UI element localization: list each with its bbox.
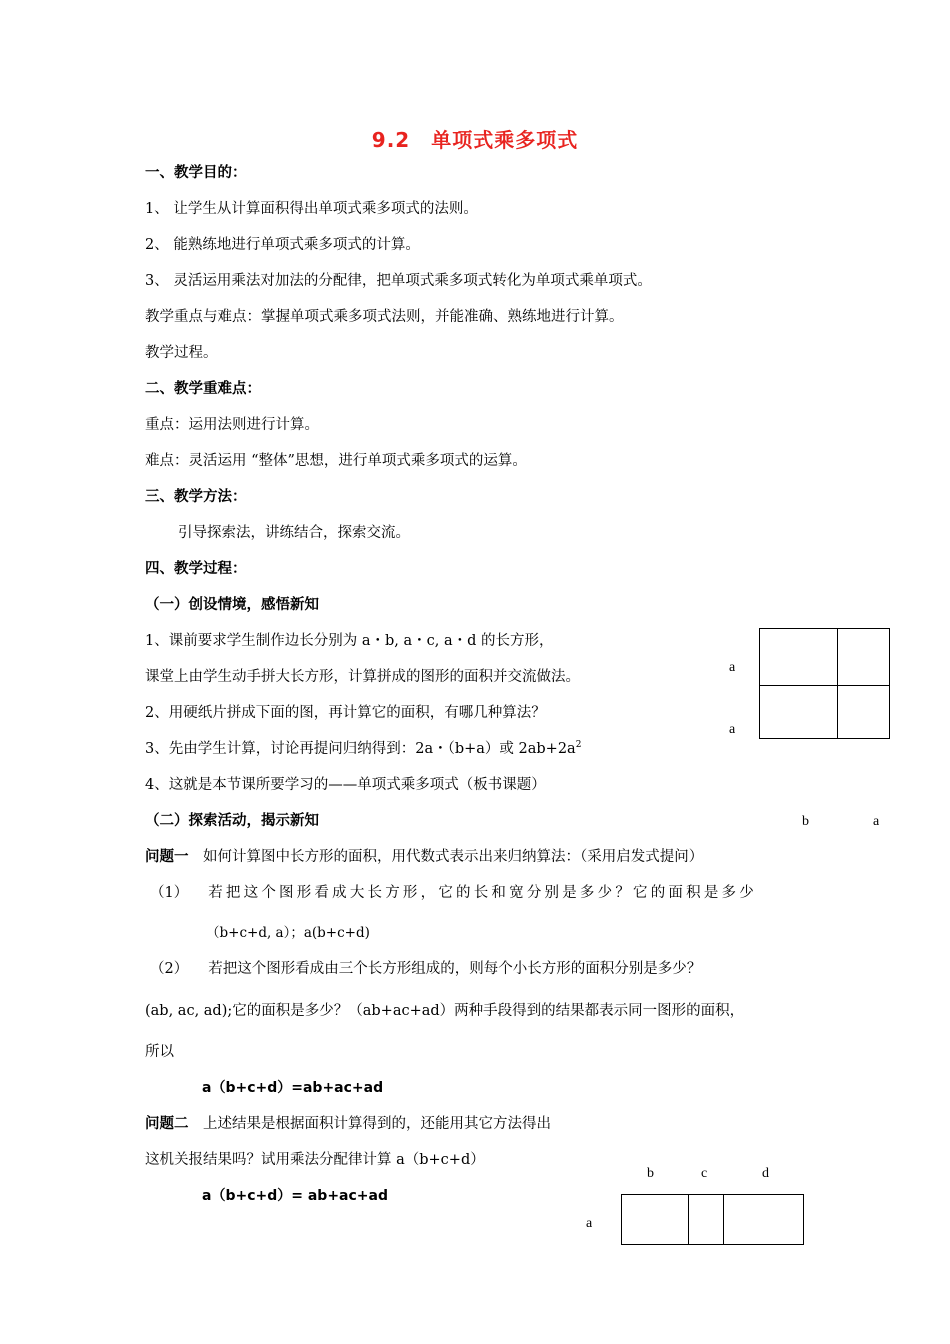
part-1-number: （1） <box>150 885 189 901</box>
part-2 <box>150 959 701 979</box>
objective-item-2: 2、 能熟练地进行单项式乘多项式的计算。 <box>145 237 420 253</box>
part-1-answer: （b+c+d, a）；a(b+c+d) <box>206 925 370 941</box>
focus-text: 教学重点与难点：掌握单项式乘多项式法则，并能准确、熟练地进行计算。 <box>145 309 624 325</box>
rect-label-a: a <box>586 1216 593 1231</box>
methods-text: 引导探索法，讲练结合，探索交流。 <box>178 525 410 541</box>
process-line-3: 2、用硬纸片拼成下面的图，再计算它的面积，有哪几种算法？ <box>145 705 546 721</box>
exponent: 2 <box>575 740 582 750</box>
grid-label-a-right: a <box>873 814 880 829</box>
question-1-text: 如何计算图中长方形的面积，用代数式表示出来归纳算法：（采用启发式提问） <box>188 849 704 865</box>
rect-label-b: b <box>647 1166 654 1181</box>
question-2-continued: 这机关报结果吗？试用乘法分配律计算 a（b+c+d） <box>145 1152 485 1168</box>
process-line-4 <box>145 739 581 759</box>
part-2-continued: (ab, ac, ad);它的面积是多少？（ab+ac+ad）两种手段得到的结果都表示同一图形的面积， <box>145 1003 745 1019</box>
question-1-label: 问题一 <box>145 849 189 865</box>
grid-vertical-divider <box>837 628 838 739</box>
difficult-point-text: 难点：灵活运用 “整体”思想，进行单项式乘多项式的运算。 <box>145 453 527 469</box>
process-line-4-text: 3、先由学生计算，讨论再提问归纳得到：2a・（b+a）或 2ab+2a <box>145 741 576 757</box>
grid-label-a-top: a <box>729 660 736 675</box>
process-text: 教学过程。 <box>145 345 218 361</box>
part-1-text: 若把这个图形看成大长方形，它的长和宽分别是多少？它的面积是多少 <box>208 885 757 901</box>
grid-outline <box>759 628 890 739</box>
objective-item-1: 1、 让学生从计算面积得出单项式乘多项式的法则。 <box>145 201 478 217</box>
grid-label-b: b <box>802 814 809 829</box>
rect-label-c: c <box>701 1166 708 1181</box>
question-1 <box>145 847 703 867</box>
section-heading-methods: 三、教学方法： <box>145 489 247 505</box>
section-heading-process: 四、教学过程： <box>145 561 247 577</box>
subsection-heading-1: （一）创设情境，感悟新知 <box>145 597 319 613</box>
key-point-text: 重点：运用法则进行计算。 <box>145 417 319 433</box>
process-line-1: 1、课前要求学生制作边长分别为 a・b, a・c, a・d 的长方形， <box>145 633 554 649</box>
part-1 <box>150 883 757 903</box>
section-heading-key-points: 二、教学重难点： <box>145 381 261 397</box>
rect-divider-2 <box>723 1194 724 1245</box>
process-line-2: 课堂上由学生动手拼大长方形，计算拼成的图形的面积并交流做法。 <box>145 669 580 685</box>
rect-outline <box>621 1194 804 1245</box>
subsection-heading-2: （二）探索活动，揭示新知 <box>145 813 319 829</box>
question-2-text: 上述结果是根据面积计算得到的，还能用其它方法得出 <box>188 1116 551 1132</box>
grid-label-a-bottom: a <box>729 722 736 737</box>
question-2 <box>145 1114 551 1134</box>
page-title: 9.2 单项式乘多项式 <box>371 128 579 152</box>
formula-1: a（b+c+d）=ab+ac+ad <box>202 1080 384 1096</box>
rect-label-d: d <box>762 1166 769 1181</box>
process-line-5: 4、这就是本节课所要学习的——单项式乘多项式（板书课题） <box>145 777 546 793</box>
question-2-label: 问题二 <box>145 1116 189 1132</box>
grid-horizontal-divider <box>759 685 890 686</box>
rect-divider-1 <box>688 1194 689 1245</box>
formula-2: a（b+c+d）= ab+ac+ad <box>202 1188 388 1204</box>
part-2-number: （2） <box>150 961 189 977</box>
objective-item-3: 3、 灵活运用乘法对加法的分配律，把单项式乘多项式转化为单项式乘单项式。 <box>145 273 652 289</box>
section-heading-objectives: 一、教学目的： <box>145 165 247 181</box>
part-2-text: 若把这个图形看成由三个长方形组成的，则每个小长方形的面积分别是多少？ <box>208 961 702 977</box>
part-2-conclusion: 所以 <box>145 1044 174 1060</box>
